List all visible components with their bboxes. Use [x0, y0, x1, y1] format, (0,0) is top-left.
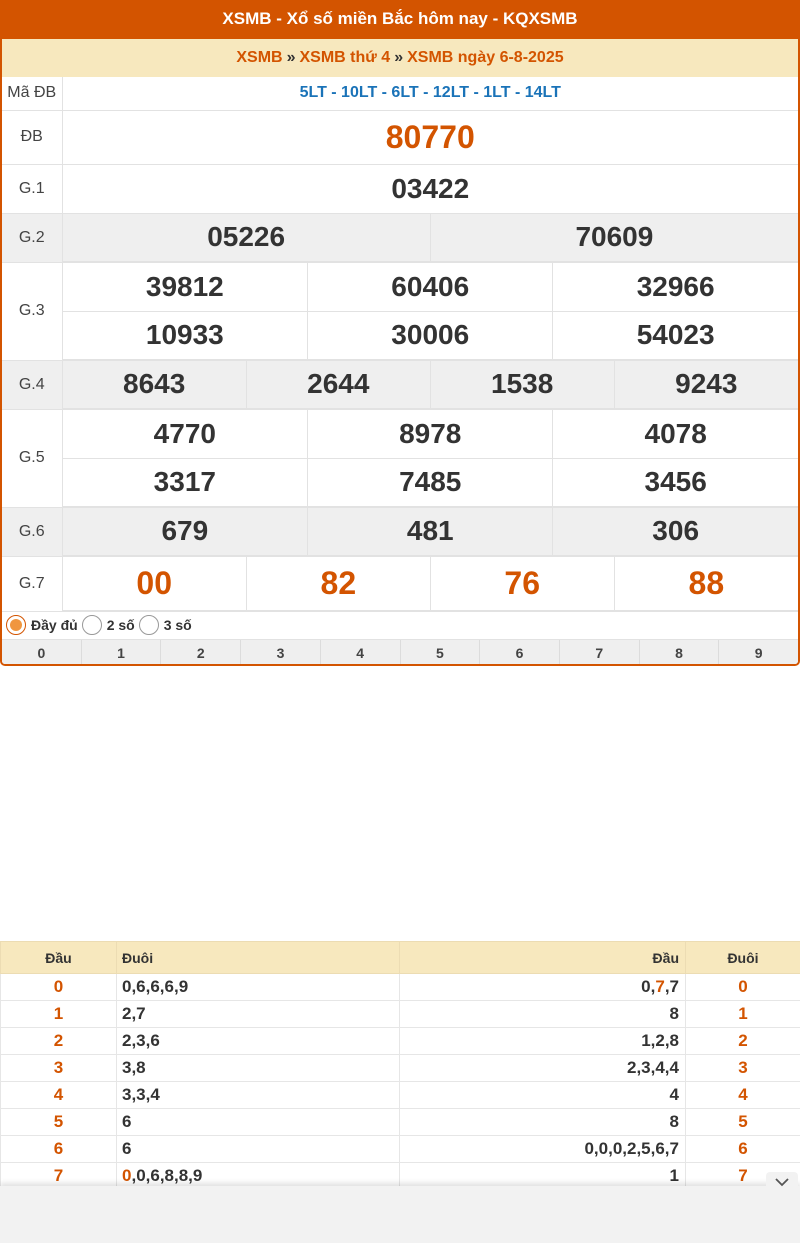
breadcrumb-xsmb-link[interactable]: XSMB: [236, 49, 283, 66]
loto-tail-list: 6: [117, 1109, 400, 1136]
loto-head-digit: 1: [1, 1001, 117, 1028]
loto-tail-digit: 7: [686, 1163, 800, 1190]
option-full[interactable]: [6, 615, 78, 635]
digit-filter-4[interactable]: 4: [320, 640, 400, 666]
loto-tail-list: 2,3,6: [117, 1028, 400, 1055]
g5-number: 7485: [308, 458, 553, 506]
row-g1: [2, 164, 798, 213]
collapse-button[interactable]: [766, 1172, 798, 1190]
digit-filter-3[interactable]: 3: [240, 640, 320, 666]
loto-tail-digit: 0: [686, 974, 800, 1001]
digit-filter-2[interactable]: 2: [160, 640, 240, 666]
page-title: XSMB - Xổ số miền Bắc hôm nay - KQXSMB: [2, 0, 798, 39]
table-row: [1, 1028, 800, 1055]
g5-number: 8978: [308, 410, 553, 458]
loto-head-digit: 2: [1, 1028, 117, 1055]
breadcrumb-date-link[interactable]: XSMB ngày 6-8-2025: [407, 49, 564, 66]
g3-number: 54023: [553, 311, 798, 359]
option-two-digits-label: 2 số: [106, 617, 135, 633]
row-g4: [2, 360, 798, 410]
g7-number: 88: [614, 557, 798, 610]
digit-filter-8[interactable]: 8: [639, 640, 719, 666]
g5-number: 3456: [553, 458, 798, 506]
g3-number: 32966: [553, 263, 798, 311]
g3-number: 60406: [308, 263, 553, 311]
table-row: [1, 1109, 800, 1136]
ma-db-value: 5LT - 10LT - 6LT - 12LT - 1LT - 14LT: [62, 77, 798, 110]
loto-head-list: 1: [400, 1163, 686, 1190]
g1-number: 03422: [62, 164, 798, 213]
radio-three-digits[interactable]: [139, 615, 159, 635]
loto-header-row: [1, 942, 800, 974]
display-options: [2, 612, 798, 640]
loto-head-list: 0,0,0,2,5,6,7: [400, 1136, 686, 1163]
g6-number: 306: [553, 508, 798, 556]
special-prize-label: ĐB: [2, 110, 62, 164]
g1-label: G.1: [2, 164, 62, 213]
digit-filter-0[interactable]: 0: [37, 644, 46, 661]
loto-tail-digit: 1: [686, 1001, 800, 1028]
table-row: [1, 1001, 800, 1028]
col-header-duoi: Đuôi: [117, 942, 400, 974]
breadcrumb-weekday-link[interactable]: XSMB thứ 4: [299, 49, 391, 66]
option-two-digits[interactable]: [82, 615, 135, 635]
row-g2: [2, 213, 798, 263]
ma-db-label: Mã ĐB: [2, 77, 62, 110]
option-three-digits-label: 3 số: [163, 617, 192, 633]
radio-full[interactable]: [6, 615, 26, 635]
radio-two-digits[interactable]: [82, 615, 102, 635]
breadcrumb-separator: »: [286, 49, 296, 66]
g3-number: 30006: [308, 311, 553, 359]
g6-label: G.6: [2, 507, 62, 557]
col-header-dau: Đầu: [400, 942, 686, 974]
loto-head-list: 4: [400, 1082, 686, 1109]
g2-number: 05226: [63, 214, 431, 262]
loto-head-list: 8: [400, 1001, 686, 1028]
loto-tail-digit: 6: [686, 1136, 800, 1163]
digit-filter-1[interactable]: 1: [81, 640, 161, 666]
g4-number: 2644: [246, 361, 430, 409]
loto-tail-digit: 5: [686, 1109, 800, 1136]
option-full-label: Đầy đủ: [31, 617, 78, 633]
loto-head-digit: 7: [1, 1163, 117, 1190]
loto-head-list: 0,7,7: [400, 974, 686, 1001]
digit-filter-9[interactable]: 9: [718, 640, 798, 666]
loto-head-digit: 3: [1, 1055, 117, 1082]
g3-label: G.3: [2, 263, 62, 361]
col-header-dau: Đầu: [1, 942, 117, 974]
loto-tail-list: 3,8: [117, 1055, 400, 1082]
g5-number: 3317: [63, 458, 308, 506]
g4-number: 8643: [63, 361, 247, 409]
loto-head-list: 8: [400, 1109, 686, 1136]
digit-filter-7[interactable]: 7: [559, 640, 639, 666]
loto-table-section: [0, 941, 800, 1190]
row-g6: [2, 507, 798, 557]
loto-head-list: 1,2,8: [400, 1028, 686, 1055]
loto-tail-digit: 2: [686, 1028, 800, 1055]
loto-tail-list: 2,7: [117, 1001, 400, 1028]
breadcrumb: [2, 39, 798, 77]
g6-number: 481: [308, 508, 553, 556]
loto-tail-digit: 3: [686, 1055, 800, 1082]
option-three-digits[interactable]: [139, 615, 192, 635]
loto-head-digit: 4: [1, 1082, 117, 1109]
g3-number: 39812: [63, 263, 308, 311]
loto-tail-list: 0,0,6,8,8,9: [117, 1163, 400, 1190]
g4-number: 9243: [614, 361, 798, 409]
bottom-sticky-bar: [0, 1186, 800, 1243]
row-g5: [2, 410, 798, 508]
g3-number: 10933: [63, 311, 308, 359]
loto-head-tail-table: [0, 941, 800, 1190]
table-row: [1, 1136, 800, 1163]
g2-label: G.2: [2, 213, 62, 263]
loto-tail-list: 0,6,6,6,9: [117, 974, 400, 1001]
loto-tail-list: 6: [117, 1136, 400, 1163]
loto-head-list: 2,3,4,4: [400, 1055, 686, 1082]
g6-number: 679: [63, 508, 308, 556]
g2-number: 70609: [430, 214, 798, 262]
g7-number: 76: [430, 557, 614, 610]
g7-number: 00: [63, 557, 247, 610]
result-table: [2, 77, 798, 612]
table-row: [1, 974, 800, 1001]
loto-tail-digit: 4: [686, 1082, 800, 1109]
row-g3: [2, 263, 798, 361]
loto-head-digit: 0: [1, 974, 117, 1001]
digit-filter-bar: [2, 640, 798, 666]
loto-head-digit: 6: [1, 1136, 117, 1163]
digit-filter-5[interactable]: 5: [400, 640, 480, 666]
col-header-duoi: Đuôi: [686, 942, 800, 974]
g5-number: 4078: [553, 410, 798, 458]
special-prize-number: 80770: [62, 110, 798, 164]
table-row: [1, 1055, 800, 1082]
row-g7: [2, 557, 798, 612]
row-ma-db: [2, 77, 798, 110]
g4-label: G.4: [2, 360, 62, 410]
loto-head-digit: 5: [1, 1109, 117, 1136]
g7-number: 82: [246, 557, 430, 610]
digit-filter-6[interactable]: 6: [479, 640, 559, 666]
g5-label: G.5: [2, 410, 62, 508]
breadcrumb-separator: »: [394, 49, 404, 66]
loto-tail-list: 3,3,4: [117, 1082, 400, 1109]
g7-label: G.7: [2, 557, 62, 612]
row-special-prize: [2, 110, 798, 164]
table-row: [1, 1082, 800, 1109]
chevron-down-icon: [774, 1174, 790, 1190]
g5-number: 4770: [63, 410, 308, 458]
g4-number: 1538: [430, 361, 614, 409]
